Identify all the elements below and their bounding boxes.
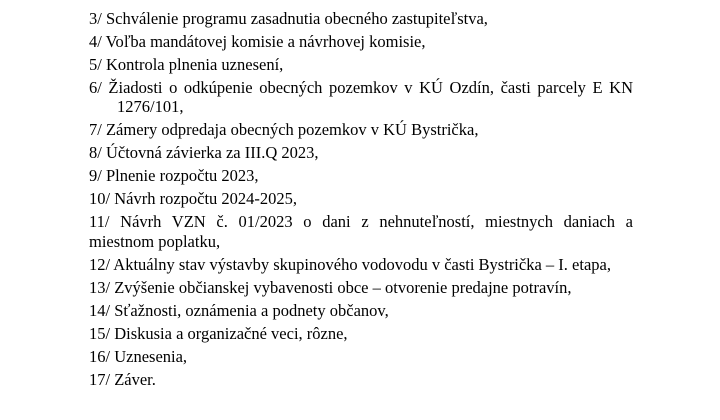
agenda-item-3: 3/ Schválenie programu zasadnutia obecného zastupiteľstva,	[89, 9, 488, 28]
agenda-item-17: 17/ Záver.	[89, 370, 156, 389]
agenda-item-5: 5/ Kontrola plnenia uznesení,	[89, 55, 284, 74]
agenda-item-4: 4/ Voľba mandátovej komisie a návrhovej komisie,	[89, 32, 426, 51]
agenda-item-11-continuation: miestnom poplatku,	[89, 232, 221, 251]
agenda-item-10: 10/ Návrh rozpočtu 2024-2025,	[89, 189, 298, 208]
agenda-item-6-continuation: 1276/101,	[117, 97, 184, 116]
agenda-item-9: 9/ Plnenie rozpočtu 2023,	[89, 166, 259, 185]
agenda-item-6: 6/ Žiadosti o odkúpenie obecných pozemkov v KÚ Ozdín, časti parcely E KN	[89, 78, 633, 97]
agenda-item-11: 11/ Návrh VZN č. 01/2023 o dani z nehnuteľností, miestnych daniach a	[89, 212, 633, 231]
agenda-item-15: 15/ Diskusia a organizačné veci, rôzne,	[89, 324, 348, 343]
agenda-item-12: 12/ Aktuálny stav výstavby skupinového vodovodu v časti Bystrička – I. etapa,	[89, 255, 611, 274]
agenda-item-13: 13/ Zvýšenie občianskej vybavenosti obce – otvorenie predajne potravín,	[89, 278, 572, 297]
agenda-item-7: 7/ Zámery odpredaja obecných pozemkov v KÚ Bystrička,	[89, 120, 479, 139]
agenda-item-16: 16/ Uznesenia,	[89, 347, 188, 366]
agenda-item-14: 14/ Sťažnosti, oznámenia a podnety občanov,	[89, 301, 389, 320]
agenda-item-8: 8/ Účtovná závierka za III.Q 2023,	[89, 143, 319, 162]
